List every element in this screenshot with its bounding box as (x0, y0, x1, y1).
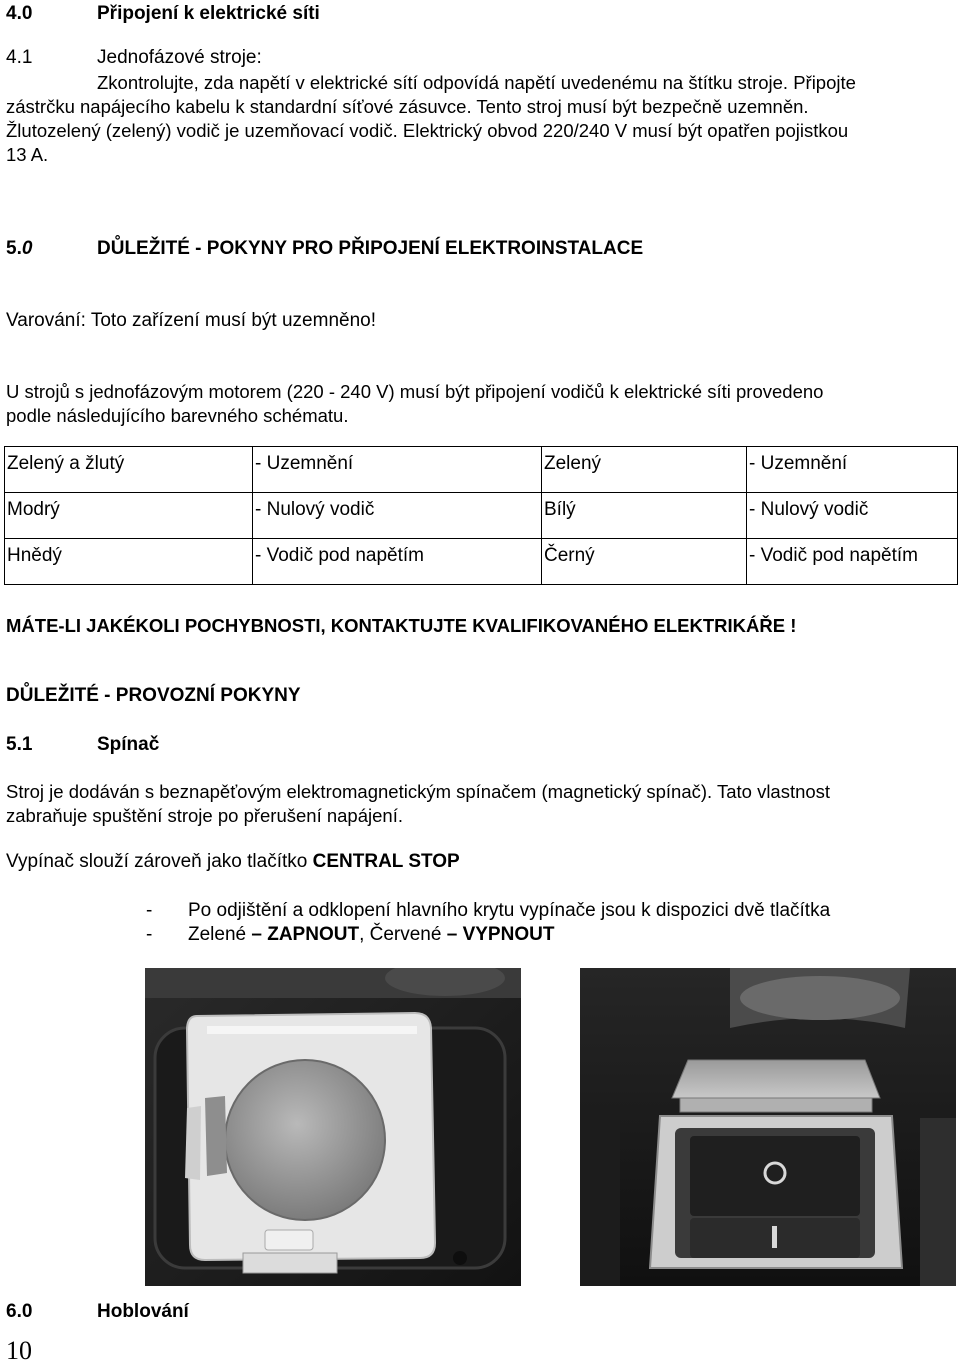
wire-color-table (4, 446, 958, 585)
paragraph-line: U strojů s jednofázovým motorem (220 - 240 V) musí být připojení vodičů k elektrické síti provedeno (6, 381, 824, 402)
table-cell: Modrý (5, 493, 253, 539)
section-number: 5.0 (6, 238, 33, 259)
subsection-number: 4.1 (6, 47, 33, 68)
bullet-item: Po odjištění a odklopení hlavního krytu vypínače jsou k dispozici dvě tlačítka (188, 900, 831, 921)
paragraph-line: Žlutozelený (zelený) vodič je uzemňovací vodič. Elektrický obvod 220/240 V musí být opatřen pojistkou (6, 120, 849, 141)
paragraph-line: Stroj je dodáván s beznapěťovým elektromagnetickým spínačem (magnetický spínač). Tato vlastnost (6, 781, 831, 802)
paragraph-line: zabraňuje spuštění stroje po přerušení napájení. (6, 805, 403, 826)
bullet-marker: - (146, 900, 153, 921)
section-number: 6.0 (6, 1301, 33, 1322)
table-cell: Zelený (542, 447, 747, 493)
page-number: 10 (6, 1336, 32, 1365)
doubt-warning: MÁTE-LI JAKÉKOLI POCHYBNOSTI, KONTAKTUJTE KVALIFIKOVANÉHO ELEKTRIKÁŘE ! (6, 615, 797, 636)
section-title: Hoblování (97, 1301, 189, 1322)
subsection-number: 5.1 (6, 734, 33, 755)
paragraph-line: 13 A. (6, 144, 49, 165)
paragraph-line: zástrčku napájecího kabelu k standardní síťové zásuvce. Tento stroj musí být bezpečně uzemněn. (6, 96, 809, 117)
table-cell: Černý (542, 539, 747, 585)
table-cell: - Uzemnění (253, 447, 542, 493)
paragraph-line: podle následujícího barevného schématu. (6, 405, 349, 426)
section-title: DŮLEŽITÉ - POKYNY PRO PŘIPOJENÍ ELEKTROINSTALACE (97, 238, 644, 259)
section-title: Připojení k elektrické síti (97, 3, 320, 24)
warning-text: Varování: Toto zařízení musí být uzemněno! (6, 310, 376, 331)
table-cell: - Vodič pod napětím (747, 539, 958, 585)
central-stop-line: Vypínač slouží zároveň jako tlačítko CENTRAL STOP (6, 851, 460, 872)
paragraph-line: Zkontrolujte, zda napětí v elektrické sítí odpovídá napětí uvedenému na štítku stroje. Připojte (97, 72, 856, 93)
switch-closed-photo (145, 968, 521, 1286)
table-cell: - Nulový vodič (253, 493, 542, 539)
subsection-title: Spínač (97, 734, 160, 755)
table-cell: Zelený a žlutý (5, 447, 253, 493)
table-cell: - Nulový vodič (747, 493, 958, 539)
table-row (5, 539, 958, 585)
table-cell: Hnědý (5, 539, 253, 585)
bullet-marker: - (146, 924, 153, 945)
switch-open-photo (580, 968, 956, 1286)
table-cell: - Uzemnění (747, 447, 958, 493)
table-row (5, 493, 958, 539)
table-cell: - Vodič pod napětím (253, 539, 542, 585)
table-row (5, 447, 958, 493)
subsection-title: Jednofázové stroje: (97, 47, 262, 68)
operating-instructions-heading: DŮLEŽITÉ - PROVOZNÍ POKYNY (6, 685, 301, 706)
table-cell: Bílý (542, 493, 747, 539)
bullet-item: Zelené – ZAPNOUT, Červené – VYPNOUT (188, 924, 555, 945)
section-number: 4.0 (6, 3, 33, 24)
